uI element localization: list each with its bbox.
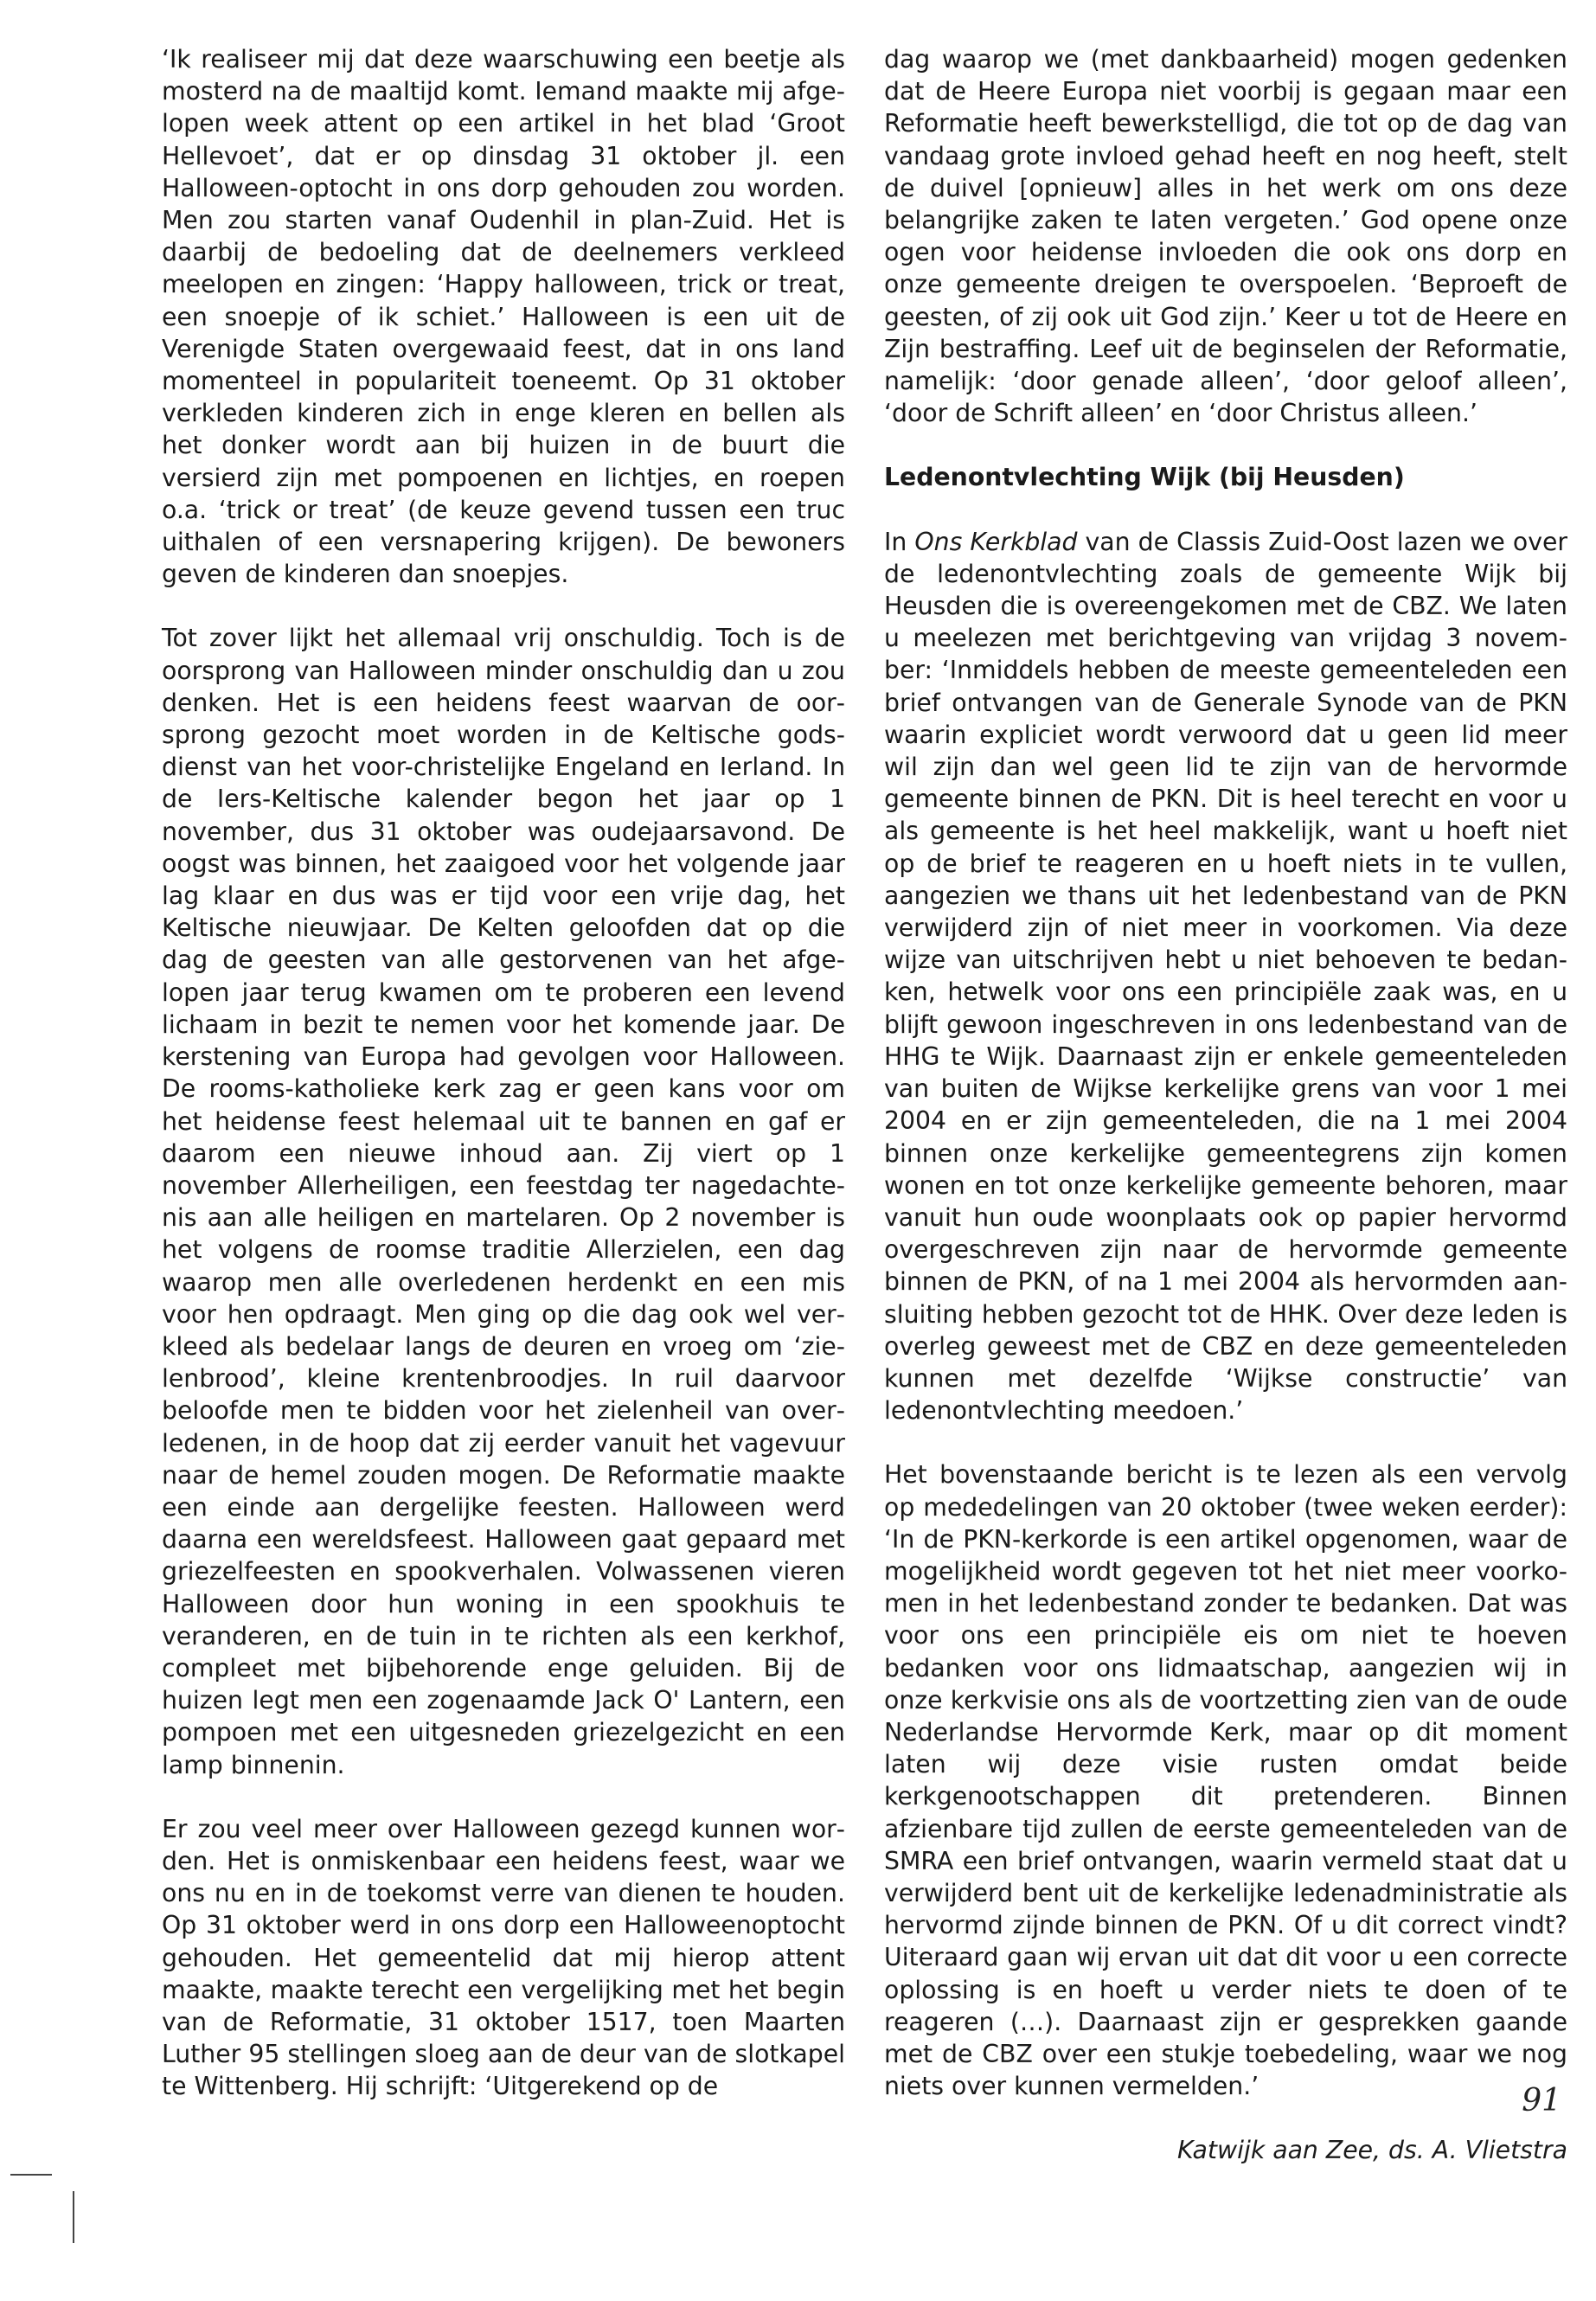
- paragraph-ledenontvlechting: [884, 526, 1567, 1427]
- crop-mark-vertical: [73, 2191, 74, 2243]
- paragraph-reformatie-vergelijking: Er zou veel meer over Halloween gezegd kunnen worden. Het is onmiskenbaar een heidens feest, waar we ons nu en in de toekomst verre van dienen te houden. Op 31 oktober werd in ons dorp een Halloweenoptocht gehouden. Het gemeentelid dat mij hierop attent maakte, maakte terecht een vergelijking met het begin van de Reformatie, 31 oktober 1517, toen Maarten Luther 95 stellingen sloeg aan de deur van de slotkapel te Wittenberg. Hij schrijft: ‘Uitgerekend op de: [162, 1814, 845, 2101]
- paragraph-halloween-optocht: ‘Ik realiseer mij dat deze waarschuwing een beetje als mosterd na de maaltijd komt. Iemand maakte mij afgelopen week attent op een artikel in het blad ‘Groot Hellevoet’, dat er op dinsdag 31 oktober jl. een Halloween-optocht in ons dorp gehouden zou worden. Men zou starten vanaf Oudenhil in plan-Zuid. Het is daarbij de bedoeling dat de deelnemers verkleed meelopen en zingen: ‘Happy halloween, trick or treat, een snoepje of ik schiet.’ Halloween is een uit de Verenigde Staten overgewaaid feest, dat in ons land momenteel in populariteit toeneemt. Op 31 oktober verkleden kinderen zich in enge kleren en bellen als het donker wordt aan bij huizen in de buurt die versierd zijn met pompoenen en lichtjes, en roepen o.a. ‘trick or treat’ (de keuze gevend tussen een truc uithalen of een versnapering krijgen). De bewoners geven de kinderen dan snoepjes.: [162, 45, 845, 589]
- paragraph-reformatie-citaat: dag waarop we (met dankbaarheid) mogen gedenken dat de Heere Europa niet voorbij is gegaan maar een Reformatie heeft bewerkstelligd, die tot op de dag van vandaag grote invloed gehad heeft en nog heeft, stelt de duivel [opnieuw] alles in het werk om ons deze belangrijke zaken te laten vergeten.’ God opene onze ogen voor heidense invloeden die ook ons dorp en onze gemeente dreigen te overspoelen. ‘Beproeft de geesten, of zij ook uit God zijn.’ Keer u tot de Heere en Zijn bestraffing. Leef uit de beginselen der Reformatie, namelijk: ‘door genade alleen’, ‘door geloof alleen’, ‘door de Schrift alleen’ en ‘door Christus alleen.’: [884, 45, 1567, 428]
- paragraph-halloween-oorsprong: Tot zover lijkt het allemaal vrij onschuldig. Toch is de oorsprong van Halloween minder onschuldig dan u zou denken. Het is een heidens feest waarvan de oorsprong gezocht moet worden in de Keltische godsdienst van het voor-christelijke Engeland en Ierland. In de Iers-Keltische kalender begon het jaar op 1 november, dus 31 oktober was oudejaarsavond. De oogst was binnen, het zaaigoed voor het volgende jaar lag klaar en dus was er tijd voor een vrije dag, het Keltische nieuwjaar. De Kelten geloofden dat op die dag de geesten van alle gestorvenen van het afgelopen jaar terug kwamen om te proberen een levend lichaam in bezit te nemen voor het komende jaar. De kerstening van Europa had gevolgen voor Halloween. De rooms-katholieke kerk zag er geen kans voor om het heidense feest helemaal uit te bannen en gaf er daarom een nieuwe inhoud aan. Zij viert op 1 november Allerheiligen, een feestdag ter nagedachtenis aan alle heiligen en martelaren. Op 2 november is het volgens de roomse traditie Allerzielen, een dag waarop men alle overledenen herdenkt en een mis voor hen opdraagt. Men ging op die dag ook wel verkleed als bedelaar langs de deuren en vroeg om ‘zielenbrood’, kleine krentenbroodjes. In ruil daarvoor beloofde men te bidden voor het zielenheil van overledenen, in de hoop dat zij eerder vanuit het vagevuur naar de hemel zouden mogen. De Reformatie maakte een einde aan dergelijke feesten. Halloween werd daarna een wereldsfeest. Halloween gaat gepaard met griezelfeesten en spookverhalen. Volwassenen vieren Halloween door hun woning in een spookhuis te veranderen, en de tuin in te richten als een kerkhof, compleet met bijbehorende enge geluiden. Bij de huizen legt men een zogenaamde Jack O' Lantern, een pompoen met een uitgesneden griezelgezicht en een lamp binnenin.: [162, 624, 845, 1779]
- publication-title: Ons Kerkblad: [914, 527, 1078, 556]
- page-number: 91: [1522, 2083, 1561, 2118]
- crop-mark-horizontal: [10, 2174, 52, 2176]
- left-column: [162, 43, 845, 2135]
- text-body: van de Classis Zuid-Oost lazen we over de ledenontvlechting zoals de gemeente Wijk bij Heusden die is overeengekomen met de CBZ. We laten u meelezen met berichtgeving van vrijdag 3 november: ‘Inmiddels hebben de meeste gemeenteleden een brief ontvangen van de Generale Synode van de PKN waarin expliciet wordt verwoord dat u geen lid meer wil zijn dan wel geen lid te zijn van de hervormde gemeente binnen de PKN. Dit is heel terecht en voor u als gemeente is het heel makkelijk, want u hoeft niet op de brief te reageren en u hoeft niets in te vullen, aangezien we thans uit het ledenbestand van de PKN verwijderd zijn of niet meer in voorkomen. Via deze wijze van uitschrijven hebt u niet behoeven te bedanken, hetwelk voor ons een principiële zaak was, en u blijft gewoon ingeschreven in ons ledenbestand van de HHG te Wijk. Daarnaast zijn er enkele gemeenteleden van buiten de Wijkse kerkelijke grens van voor 1 mei 2004 en er zijn gemeenteleden, die na 1 mei 2004 binnen onze kerkelijke gemeentegrens zijn komen wonen en tot onze kerkelijke gemeente behoren, maar vanuit hun oude woonplaats ook op papier hervormd overgeschreven zijn naar de hervormde gemeente binnen de PKN, of na 1 mei 2004 als hervormden aansluiting hebben gezocht tot de HHK. Over deze leden is overleg geweest met de CBZ en deze gemeenteleden kunnen met dezelfde ‘Wijkse constructie’ van ledenontvlechting meedoen.’: [884, 527, 1567, 1426]
- author-signature: Katwijk aan Zee, ds. A. Vlietstra: [1177, 2136, 1567, 2165]
- right-column: [884, 43, 1567, 2199]
- text-intro: In: [884, 527, 915, 556]
- paragraph-vervolg-bericht: Het bovenstaande bericht is te lezen als een vervolg op mededelingen van 20 oktober (twee weken eerder): ‘In de PKN-kerkorde is een artikel opgenomen, waar de mogelijkheid wordt gegeven tot het niet meer voorkomen in het ledenbestand zonder te bedanken. Dat was voor ons een principiële eis om niet te hoeven bedanken voor ons lidmaatschap, aangezien wij in onze kerkvisie ons als de voortzetting zien van de oude Nederlandse Hervormde Kerk, maar op dit moment laten wij deze visie rusten omdat beide kerkgenootschappen dit pretenderen. Binnen afzienbare tijd zullen de eerste gemeenteleden van de SMRA een brief ontvangen, waarin vermeld staat dat u verwijderd bent uit de kerkelijke ledenadministratie als hervormd zijnde binnen de PKN. Of u dit correct vindt? Uiteraard gaan wij ervan uit dat dit voor u een correcte oplossing is en hoeft u verder niets te doen of te reageren (…). Daarnaast zijn er gesprekken gaande met de CBZ over een stukje toebedeling, waar we nog niets over kunnen vermelden.’: [884, 1460, 1567, 2101]
- section-heading: Ledenontvlechting Wijk (bij Heusden): [884, 463, 1405, 492]
